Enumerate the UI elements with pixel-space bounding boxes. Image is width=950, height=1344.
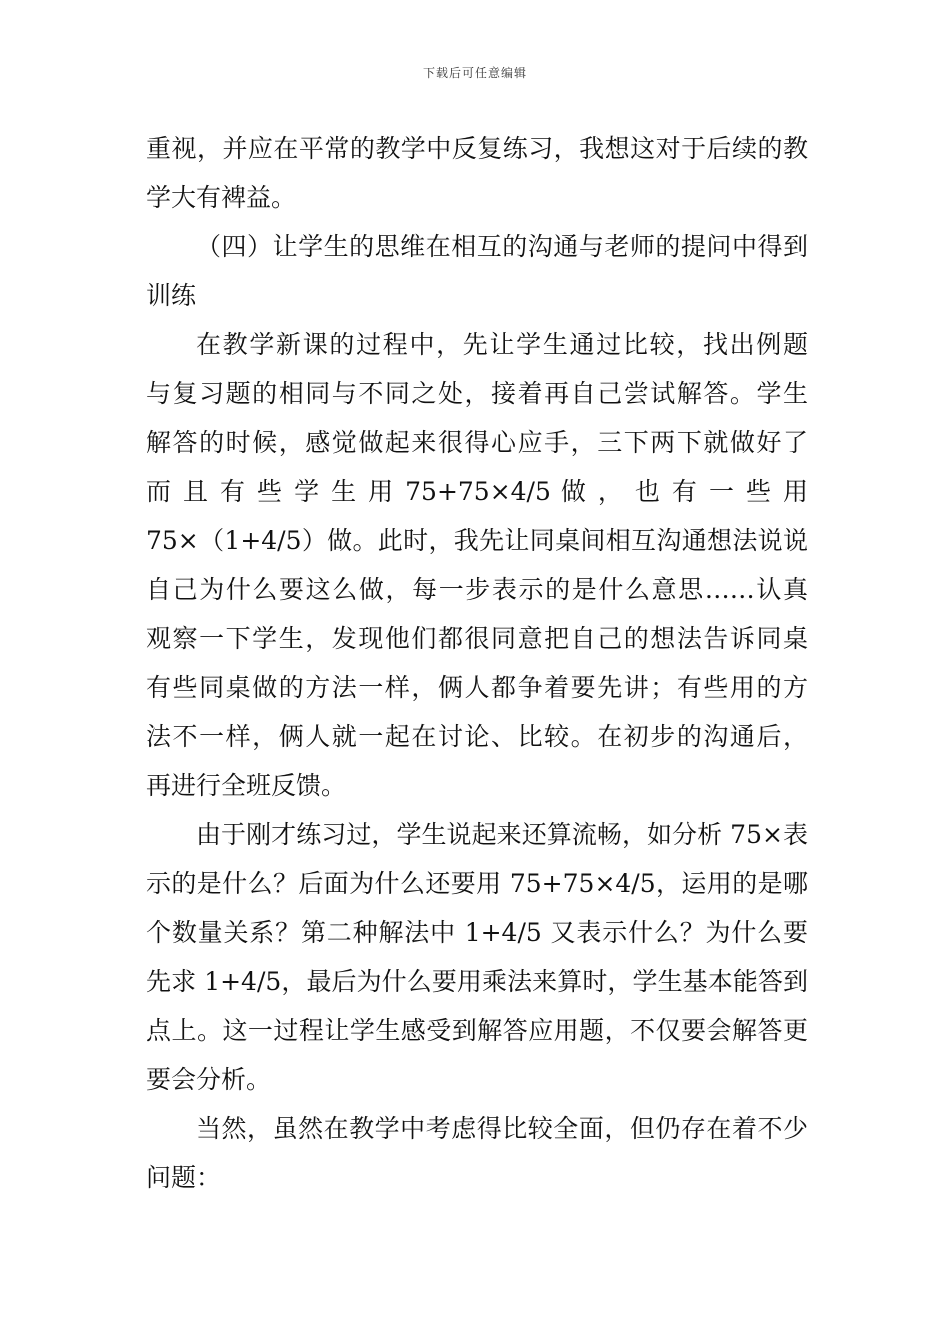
document-body bbox=[146, 124, 808, 1202]
paragraph-4: 由于刚才练习过，学生说起来还算流畅，如分析 75×表示的是什么？后面为什么还要用 75+75×4/5，运用的是哪个数量关系？第二种解法中 1+4/5 又表示什么？为什么要先求 1+4/5，最后为什么要用乘法来算时，学生基本能答到点上。这一过程让学生感受到解答应用题，不仅要会解答更要会分析。 bbox=[146, 820, 808, 1094]
paragraph-3-line-10: 再进行全班反馈。 bbox=[146, 771, 347, 800]
paragraph-1: 重视，并应在平常的教学中反复练习，我想这对于后续的教学大有裨益。 bbox=[146, 134, 808, 212]
paragraph-3-line-6: 自己为什么要这么做，每一步表示的是什么意思……认真 bbox=[146, 575, 808, 604]
paragraph-3 bbox=[146, 320, 808, 810]
paragraph-3-line-8: 有些同桌做的方法一样，俩人都争着要先讲；有些用的方 bbox=[146, 673, 808, 702]
paragraph-3-line-5: 75×（1+4/5）做。此时，我先让同桌间相互沟通想法说说 bbox=[146, 526, 808, 555]
paragraph-3-line-1: 在教学新课的过程中，先让学生通过比较，找出例题 bbox=[196, 330, 808, 359]
page-header: 下载后可任意编辑 bbox=[422, 66, 527, 80]
paragraph-3-line-3: 解答的时候，感觉做起来很得心应手，三下两下就做好了 bbox=[146, 428, 808, 457]
paragraph-5: 当然，虽然在教学中考虑得比较全面，但仍存在着不少问题： bbox=[146, 1114, 808, 1192]
paragraph-3-line-7: 观察一下学生，发现他们都很同意把自己的想法告诉同桌 bbox=[146, 624, 808, 653]
paragraph-3-line-9: 法不一样，俩人就一起在讨论、比较。在初步的沟通后， bbox=[146, 722, 808, 751]
section-heading-4: （四）让学生的思维在相互的沟通与老师的提问中得到训练 bbox=[146, 232, 808, 310]
paragraph-3-line-2: 与复习题的相同与不同之处，接着再自己尝试解答。学生 bbox=[146, 379, 808, 408]
paragraph-3-line-4: 而 且 有 些 学 生 用 75+75×4/5 做 ， 也 有 一 些 用 bbox=[146, 477, 808, 506]
